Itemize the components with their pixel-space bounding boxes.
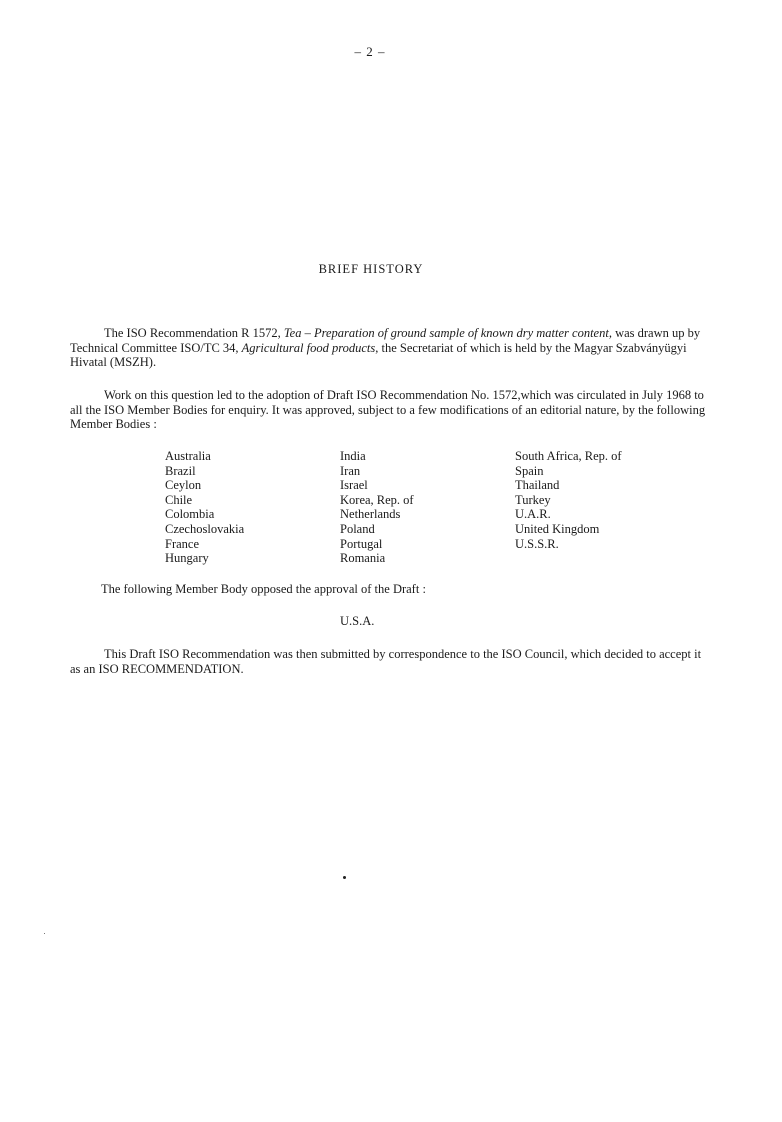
scan-dot-mark	[343, 876, 346, 879]
paragraph-origin-tail: , the Secretariat of which is held by the Magyar Szabványügyi Hivatal (MSZH).	[70, 340, 687, 369]
section-title: BRIEF HISTORY	[318, 262, 424, 276]
member-bodies-column-3	[515, 449, 622, 551]
page-number: – 2 –	[354, 44, 386, 59]
member-body: Thailand	[515, 478, 560, 493]
member-bodies-column-2	[340, 449, 414, 566]
paragraph-origin-middle: was drawn up by Technical Committee ISO/TC 34,	[70, 326, 701, 355]
member-body: Brazil	[165, 463, 196, 478]
paragraph-origin-lead: The ISO Recommendation R 1572,	[104, 326, 284, 340]
member-body: Netherlands	[340, 507, 401, 522]
recommendation-title: Tea – Preparation of ground sample of known dry matter content,	[283, 326, 612, 340]
member-body: Chile	[165, 492, 193, 507]
member-body: U.A.R.	[515, 507, 551, 522]
member-body: United Kingdom	[515, 521, 600, 536]
paragraph-approval	[70, 388, 710, 432]
member-body: Iran	[340, 463, 361, 478]
scan-speck-mark	[44, 933, 45, 934]
member-body: Israel	[340, 478, 368, 493]
member-body: Romania	[340, 551, 386, 566]
member-body: Colombia	[165, 507, 215, 522]
member-bodies-column-1	[165, 449, 244, 566]
opposing-member-body: U.S.A.	[340, 614, 375, 628]
paragraph-acceptance-text: This Draft ISO Recommendation was then submitted by correspondence to the ISO Council, which decided to accept it as an ISO RECOMMENDATION.	[70, 647, 702, 676]
member-body: India	[340, 449, 366, 463]
paragraph-acceptance	[70, 647, 710, 676]
member-body: Australia	[165, 449, 211, 463]
paragraph-approval-text: Work on this question led to the adoption of Draft ISO Recommendation No. 1572,which was circulated in July 1968 to all the ISO Member Bodies for enquiry. It was approved, subject to a few modifications of an editorial nature, by the following Member Bodies :	[70, 388, 706, 431]
member-body: Korea, Rep. of	[340, 492, 414, 507]
member-body: South Africa, Rep. of	[515, 449, 622, 463]
member-body: U.S.S.R.	[515, 536, 559, 551]
member-body: Poland	[340, 521, 375, 536]
paragraph-opposition: The following Member Body opposed the approval of the Draft :	[101, 582, 426, 596]
member-body: Spain	[515, 463, 544, 478]
member-body: Turkey	[515, 492, 551, 507]
member-body: Portugal	[340, 536, 383, 551]
member-body: Hungary	[165, 551, 209, 566]
member-body: Ceylon	[165, 478, 202, 493]
committee-name: Agricultural food products	[241, 340, 376, 355]
member-body: France	[165, 536, 200, 551]
member-body: Czechoslovakia	[165, 521, 245, 536]
paragraph-origin	[70, 326, 710, 370]
